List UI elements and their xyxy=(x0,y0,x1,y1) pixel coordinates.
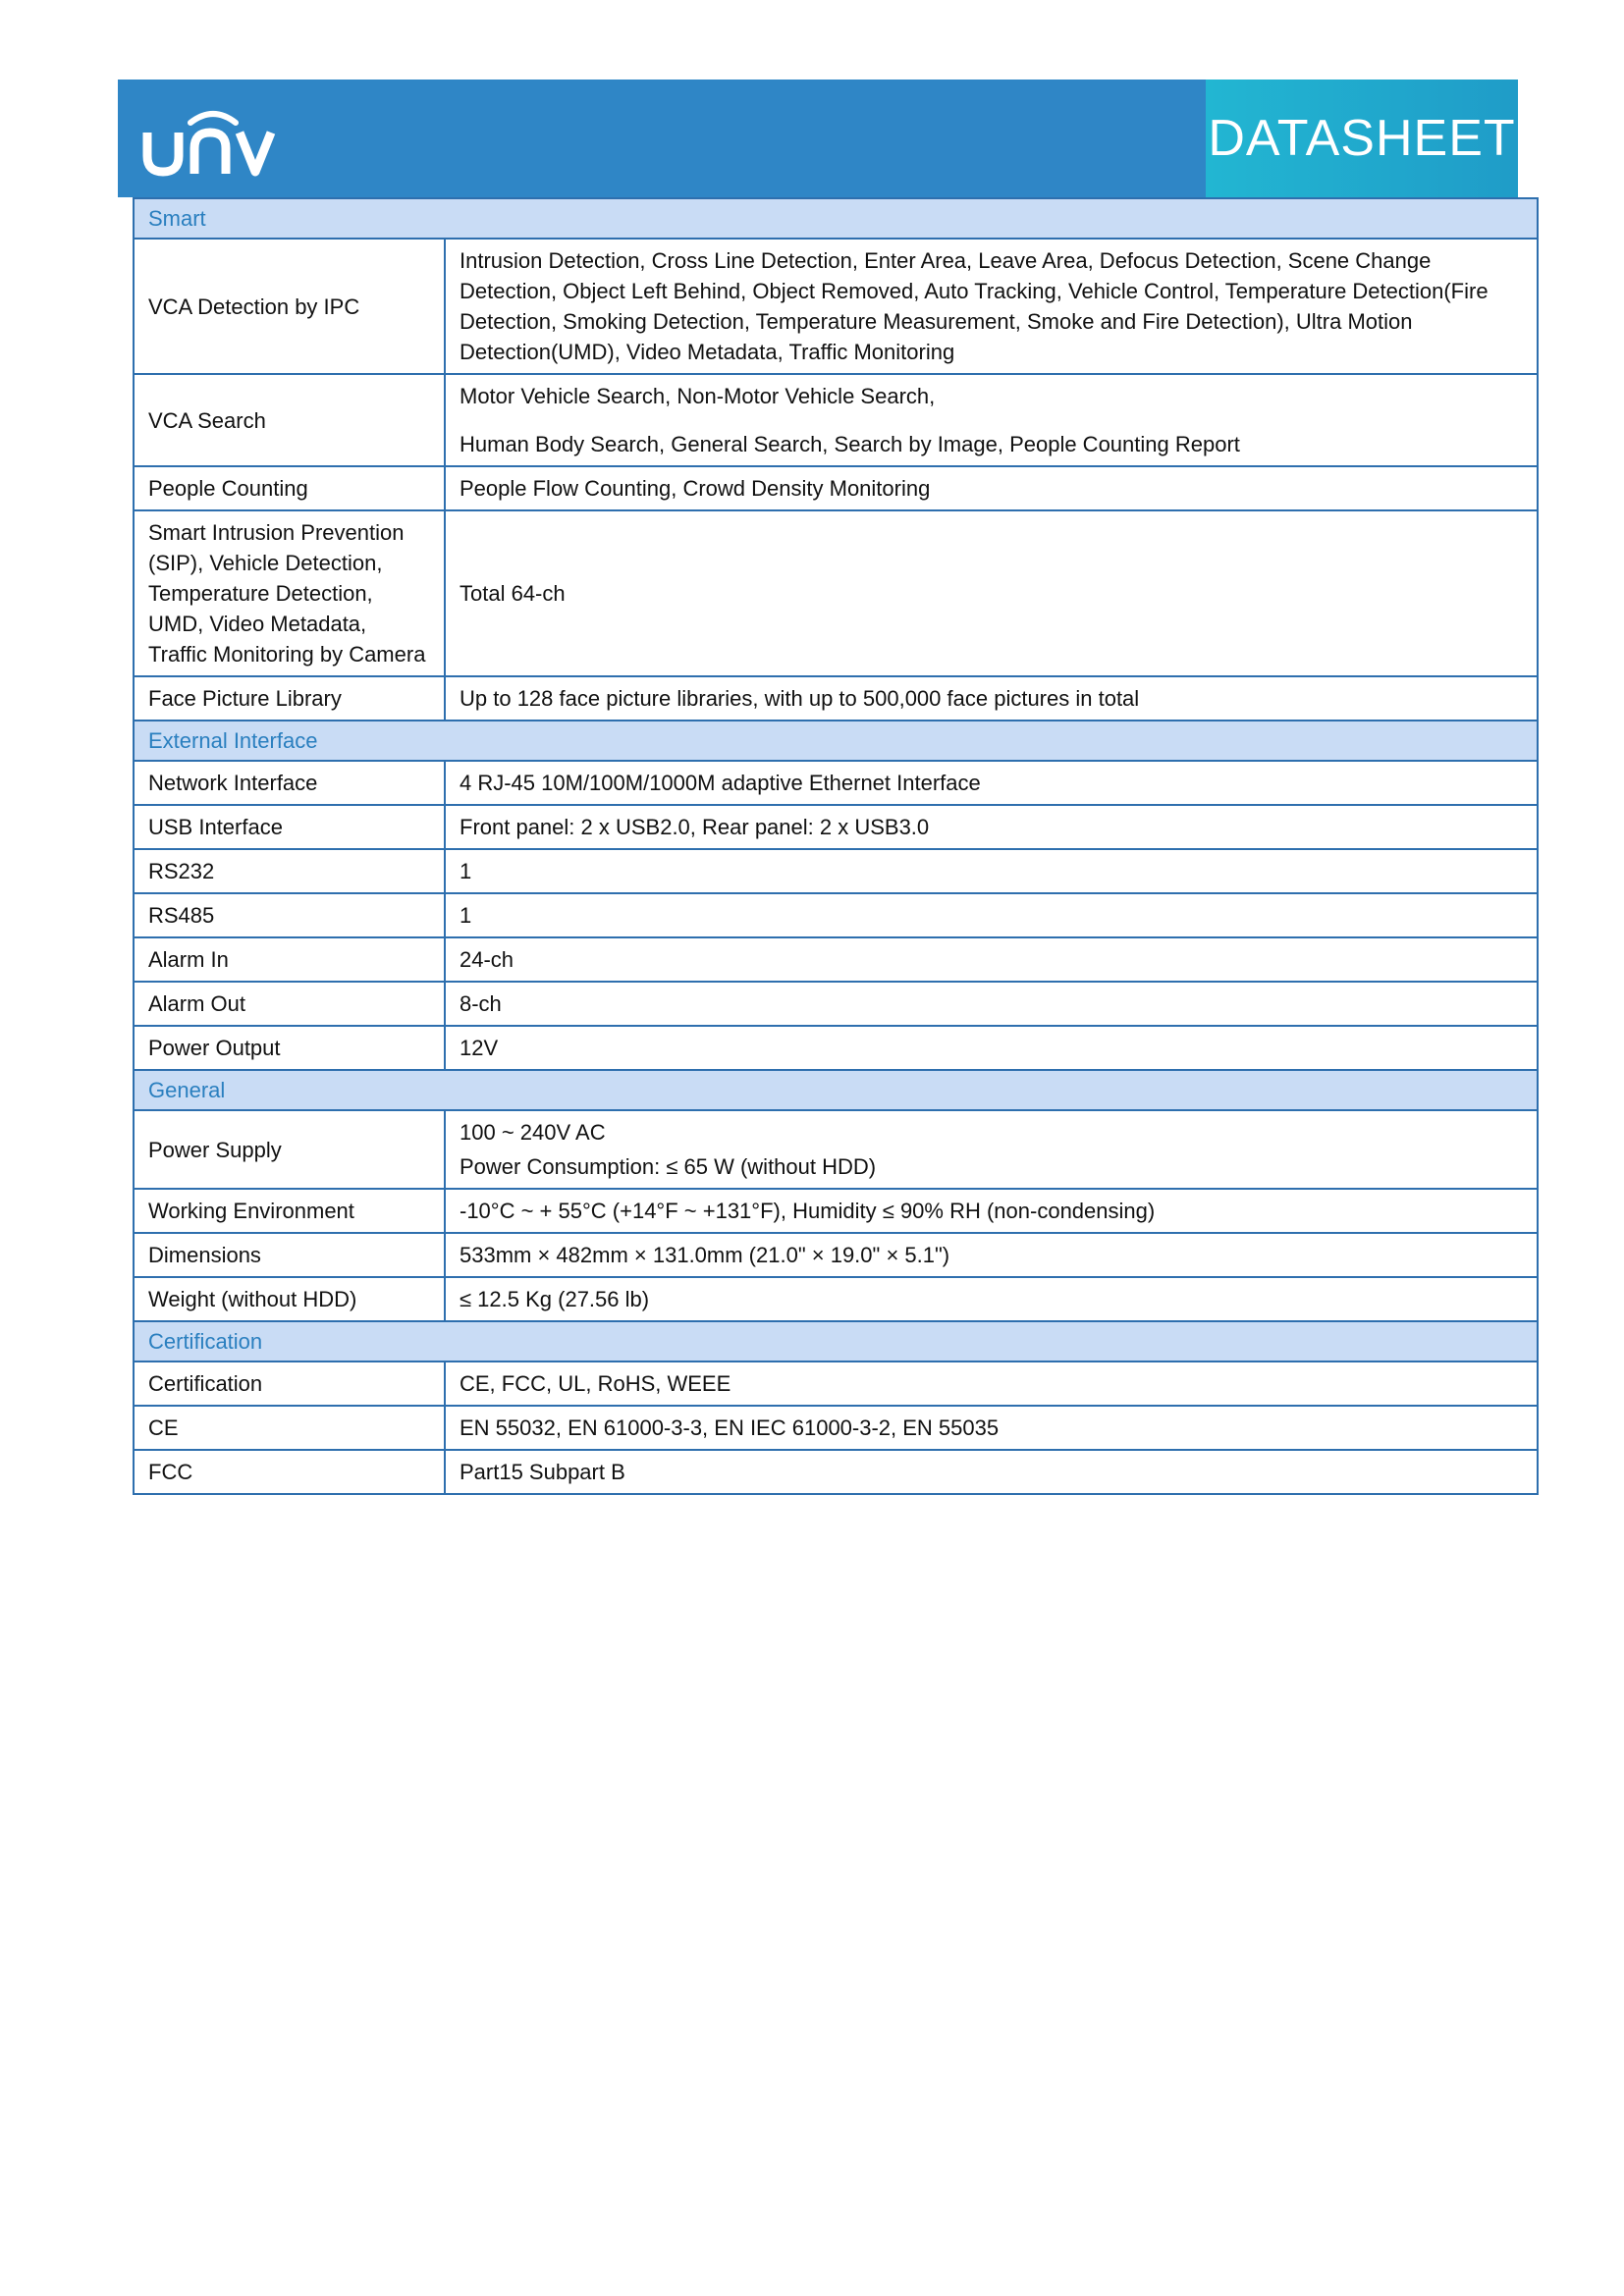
value-line: Human Body Search, General Search, Search by Image, People Counting Report xyxy=(460,432,1240,456)
table-row xyxy=(134,1362,1538,1406)
table-row xyxy=(134,466,1538,510)
row-key: Dimensions xyxy=(134,1233,445,1277)
row-value: 1 xyxy=(445,849,1538,893)
row-value xyxy=(445,1110,1538,1189)
row-key: Power Output xyxy=(134,1026,445,1070)
table-row xyxy=(134,239,1538,374)
table-row xyxy=(134,805,1538,849)
row-key: Face Picture Library xyxy=(134,676,445,721)
row-key: RS232 xyxy=(134,849,445,893)
table-row xyxy=(134,510,1538,676)
row-key: FCC xyxy=(134,1450,445,1494)
row-value: ≤ 12.5 Kg (27.56 lb) xyxy=(445,1277,1538,1321)
value-line: 100 ~ 240V AC xyxy=(460,1120,606,1145)
row-value: 533mm × 482mm × 131.0mm (21.0" × 19.0" × 5.1") xyxy=(445,1233,1538,1277)
row-value: 8-ch xyxy=(445,982,1538,1026)
table-row xyxy=(134,676,1538,721)
table-row xyxy=(134,1026,1538,1070)
table-row xyxy=(134,374,1538,466)
spec-table xyxy=(133,197,1539,1495)
value-line: Power Consumption: ≤ 65 W (without HDD) xyxy=(460,1154,877,1179)
table-row xyxy=(134,849,1538,893)
row-key: Working Environment xyxy=(134,1189,445,1233)
section-general xyxy=(134,1070,1538,1110)
table-row xyxy=(134,893,1538,937)
row-key: VCA Detection by IPC xyxy=(134,239,445,374)
row-key: People Counting xyxy=(134,466,445,510)
row-value: 4 RJ-45 10M/100M/1000M adaptive Ethernet Interface xyxy=(445,761,1538,805)
table-row xyxy=(134,982,1538,1026)
value-line: Motor Vehicle Search, Non-Motor Vehicle Search, xyxy=(460,384,936,408)
row-value: CE, FCC, UL, RoHS, WEEE xyxy=(445,1362,1538,1406)
row-value: Front panel: 2 x USB2.0, Rear panel: 2 x USB3.0 xyxy=(445,805,1538,849)
section-certification xyxy=(134,1321,1538,1362)
row-value xyxy=(445,374,1538,466)
row-value: 12V xyxy=(445,1026,1538,1070)
section-smart xyxy=(134,198,1538,239)
row-key: USB Interface xyxy=(134,805,445,849)
row-value: Intrusion Detection, Cross Line Detection, Enter Area, Leave Area, Defocus Detection, Scene Change Detection, Object Left Behind, Object Removed, Auto Tracking, Vehicle Control, Temperature Detection(Fire Detection, Smoking Detection, Temperature Measurement, Smoke and Fire Detection), Ultra Motion Detection(UMD), Video Metadata, Traffic Monitoring xyxy=(445,239,1538,374)
row-key: Alarm In xyxy=(134,937,445,982)
table-row xyxy=(134,1110,1538,1189)
row-value: -10°C ~ + 55°C (+14°F ~ +131°F), Humidity ≤ 90% RH (non-condensing) xyxy=(445,1189,1538,1233)
row-value: Total 64-ch xyxy=(445,510,1538,676)
section-title: Smart xyxy=(134,198,1538,239)
row-key: CE xyxy=(134,1406,445,1450)
table-row xyxy=(134,1406,1538,1450)
row-value: EN 55032, EN 61000-3-3, EN IEC 61000-3-2, EN 55035 xyxy=(445,1406,1538,1450)
section-title: External Interface xyxy=(134,721,1538,761)
row-key: VCA Search xyxy=(134,374,445,466)
row-value: Part15 Subpart B xyxy=(445,1450,1538,1494)
section-title: Certification xyxy=(134,1321,1538,1362)
row-key: Certification xyxy=(134,1362,445,1406)
table-row xyxy=(134,1277,1538,1321)
row-key: Alarm Out xyxy=(134,982,445,1026)
header-bar xyxy=(118,80,1518,197)
row-key: Smart Intrusion Prevention (SIP), Vehicle Detection, Temperature Detection, UMD, Video Metadata, Traffic Monitoring by Camera xyxy=(134,510,445,676)
unv-logo-icon xyxy=(139,99,287,178)
table-row xyxy=(134,937,1538,982)
datasheet-badge xyxy=(1206,80,1518,197)
section-external-interface xyxy=(134,721,1538,761)
row-value: 1 xyxy=(445,893,1538,937)
row-key: RS485 xyxy=(134,893,445,937)
table-row xyxy=(134,1450,1538,1494)
row-value: People Flow Counting, Crowd Density Monitoring xyxy=(445,466,1538,510)
datasheet-title: DATASHEET xyxy=(1208,110,1516,167)
table-row xyxy=(134,1233,1538,1277)
row-value: 24-ch xyxy=(445,937,1538,982)
table-row xyxy=(134,761,1538,805)
row-key: Power Supply xyxy=(134,1110,445,1189)
row-key: Weight (without HDD) xyxy=(134,1277,445,1321)
table-row xyxy=(134,1189,1538,1233)
row-key: Network Interface xyxy=(134,761,445,805)
row-value: Up to 128 face picture libraries, with up to 500,000 face pictures in total xyxy=(445,676,1538,721)
section-title: General xyxy=(134,1070,1538,1110)
